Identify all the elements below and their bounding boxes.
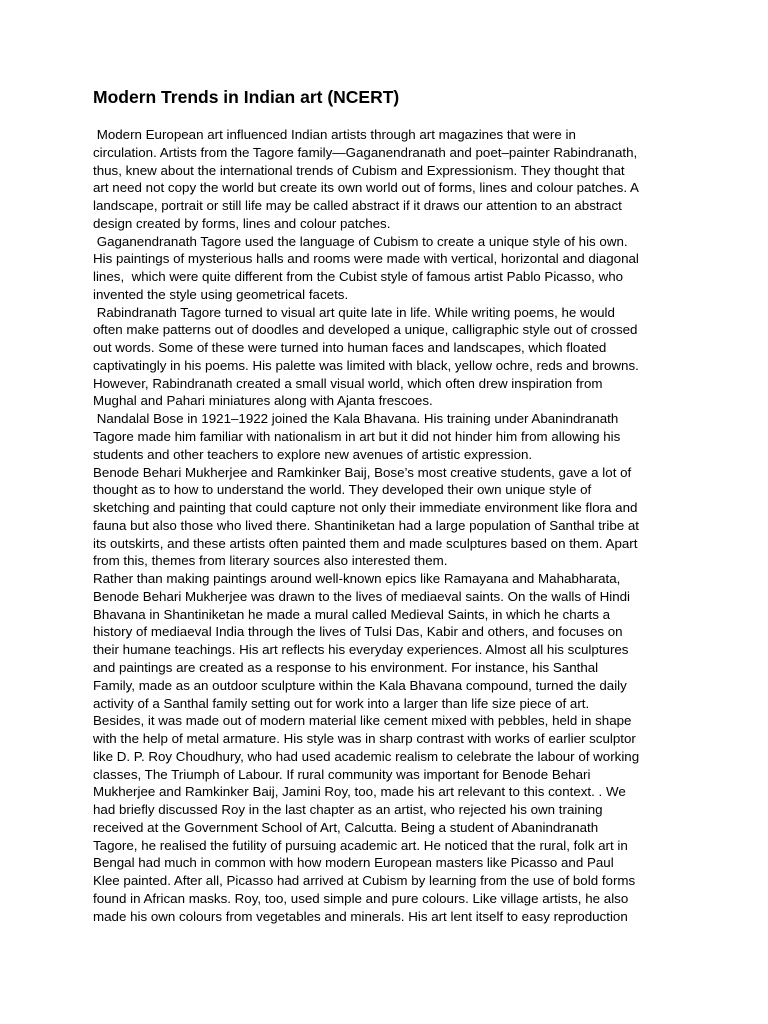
text-line: out words. Some of these were turned into human faces and landscapes, which floated <box>93 340 607 356</box>
text-line: with the help of metal armature. His style was in sharp contrast with works of earlier sculptor <box>93 731 636 747</box>
document-body <box>93 126 683 925</box>
text-line: their humane teachings. His art reflects his everyday experiences. Almost all his sculptures <box>93 642 629 658</box>
text-line: Rather than making paintings around well-known epics like Ramayana and Mahabharata, <box>93 571 621 587</box>
text-line: Benode Behari Mukherjee was drawn to the lives of mediaeval saints. On the walls of Hindi <box>93 588 630 604</box>
text-line: Rabindranath Tagore turned to visual art quite late in life. While writing poems, he would <box>93 304 615 320</box>
text-line: landscape, portrait or still life may be called abstract if it draws our attention to an abstract <box>93 198 622 214</box>
text-line: Family, made as an outdoor sculpture within the Kala Bhavana compound, turned the daily <box>93 677 627 693</box>
text-line: captivatingly in his poems. His palette was limited with black, yellow ochre, reds and browns. <box>93 357 639 373</box>
text-line: received at the Government School of Art, Calcutta. Being a student of Abanindranath <box>93 819 599 835</box>
text-line: its outskirts, and these artists often painted them and made sculptures based on them. Apart <box>93 535 638 551</box>
text-line: Mukherjee and Ramkinker Baij, Jamini Roy, too, made his art relevant to this context. . We <box>93 784 626 800</box>
text-line: classes, The Triumph of Labour. If rural community was important for Benode Behari <box>93 766 591 782</box>
text-line: thus, knew about the international trends of Cubism and Expressionism. They thought that <box>93 162 625 178</box>
text-line: design created by forms, lines and colour patches. <box>93 215 391 231</box>
text-line: sketching and painting that could capture not only their immediate environment like flora and <box>93 500 638 516</box>
text-line: art need not copy the world but create its own world out of forms, lines and colour patches. A <box>93 180 639 196</box>
text-line: Mughal and Pahari miniatures along with Ajanta frescoes. <box>93 393 433 409</box>
text-line: students and other teachers to explore new avenues of artistic expression. <box>93 446 533 462</box>
text-line: Modern European art influenced Indian artists through art magazines that were in <box>93 127 576 142</box>
text-line: Tagore, he realised the futility of pursuing academic art. He noticed that the rural, folk art in <box>93 837 628 853</box>
text-line: Klee painted. After all, Picasso had arrived at Cubism by learning from the use of bold forms <box>93 873 636 889</box>
text-line: found in African masks. Roy, too, used simple and pure colours. Like village artists, he also <box>93 890 629 906</box>
text-line: lines, which were quite different from the Cubist style of famous artist Pablo Picasso, who <box>93 269 624 285</box>
text-line: Besides, it was made out of modern material like cement mixed with pebbles, held in shape <box>93 713 632 729</box>
text-line: like D. P. Roy Choudhury, who had used academic realism to celebrate the labour of working <box>93 748 640 764</box>
text-line: His paintings of mysterious halls and rooms were made with vertical, horizontal and diagonal <box>93 251 639 267</box>
text-line: thought as to how to understand the world. They developed their own unique style of <box>93 482 592 498</box>
text-line: Bhavana in Shantiniketan he made a mural called Medieval Saints, in which he charts a <box>93 606 610 622</box>
text-line: history of mediaeval India through the lives of Tulsi Das, Kabir and others, and focuses on <box>93 624 623 640</box>
text-line: circulation. Artists from the Tagore family—Gaganendranath and poet–painter Rabindranath, <box>93 144 638 160</box>
text-line: Nandalal Bose in 1921–1922 joined the Kala Bhavana. His training under Abanindranath <box>93 411 619 427</box>
text-line: However, Rabindranath created a small visual world, which often drew inspiration from <box>93 375 603 391</box>
text-line: Bengal had much in common with how modern European masters like Picasso and Paul <box>93 855 614 871</box>
text-line: had briefly discussed Roy in the last chapter as an artist, who rejected his own training <box>93 802 603 818</box>
text-line: made his own colours from vegetables and minerals. His art lent itself to easy reproduction <box>93 908 628 924</box>
text-line: fauna but also those who lived there. Shantiniketan had a large population of Santhal tribe at <box>93 517 639 533</box>
document-title: Modern Trends in Indian art (NCERT) <box>93 87 400 107</box>
text-line: activity of a Santhal family setting out for work into a larger than life size piece of art. <box>93 695 590 711</box>
text-line: from this, themes from literary sources also interested them. <box>93 553 448 569</box>
text-line: Benode Behari Mukherjee and Ramkinker Baij, Bose’s most creative students, gave a lot of <box>93 464 632 480</box>
text-line: and paintings are created as a response to his environment. For instance, his Santhal <box>93 659 599 675</box>
text-line: Tagore made him familiar with nationalism in art but it did not hinder him from allowing his <box>93 429 621 445</box>
text-line: often make patterns out of doodles and developed a unique, calligraphic style out of crossed <box>93 322 638 338</box>
text-line: invented the style using geometrical facets. <box>93 286 349 302</box>
text-line: Gaganendranath Tagore used the language of Cubism to create a unique style of his own. <box>93 233 628 249</box>
